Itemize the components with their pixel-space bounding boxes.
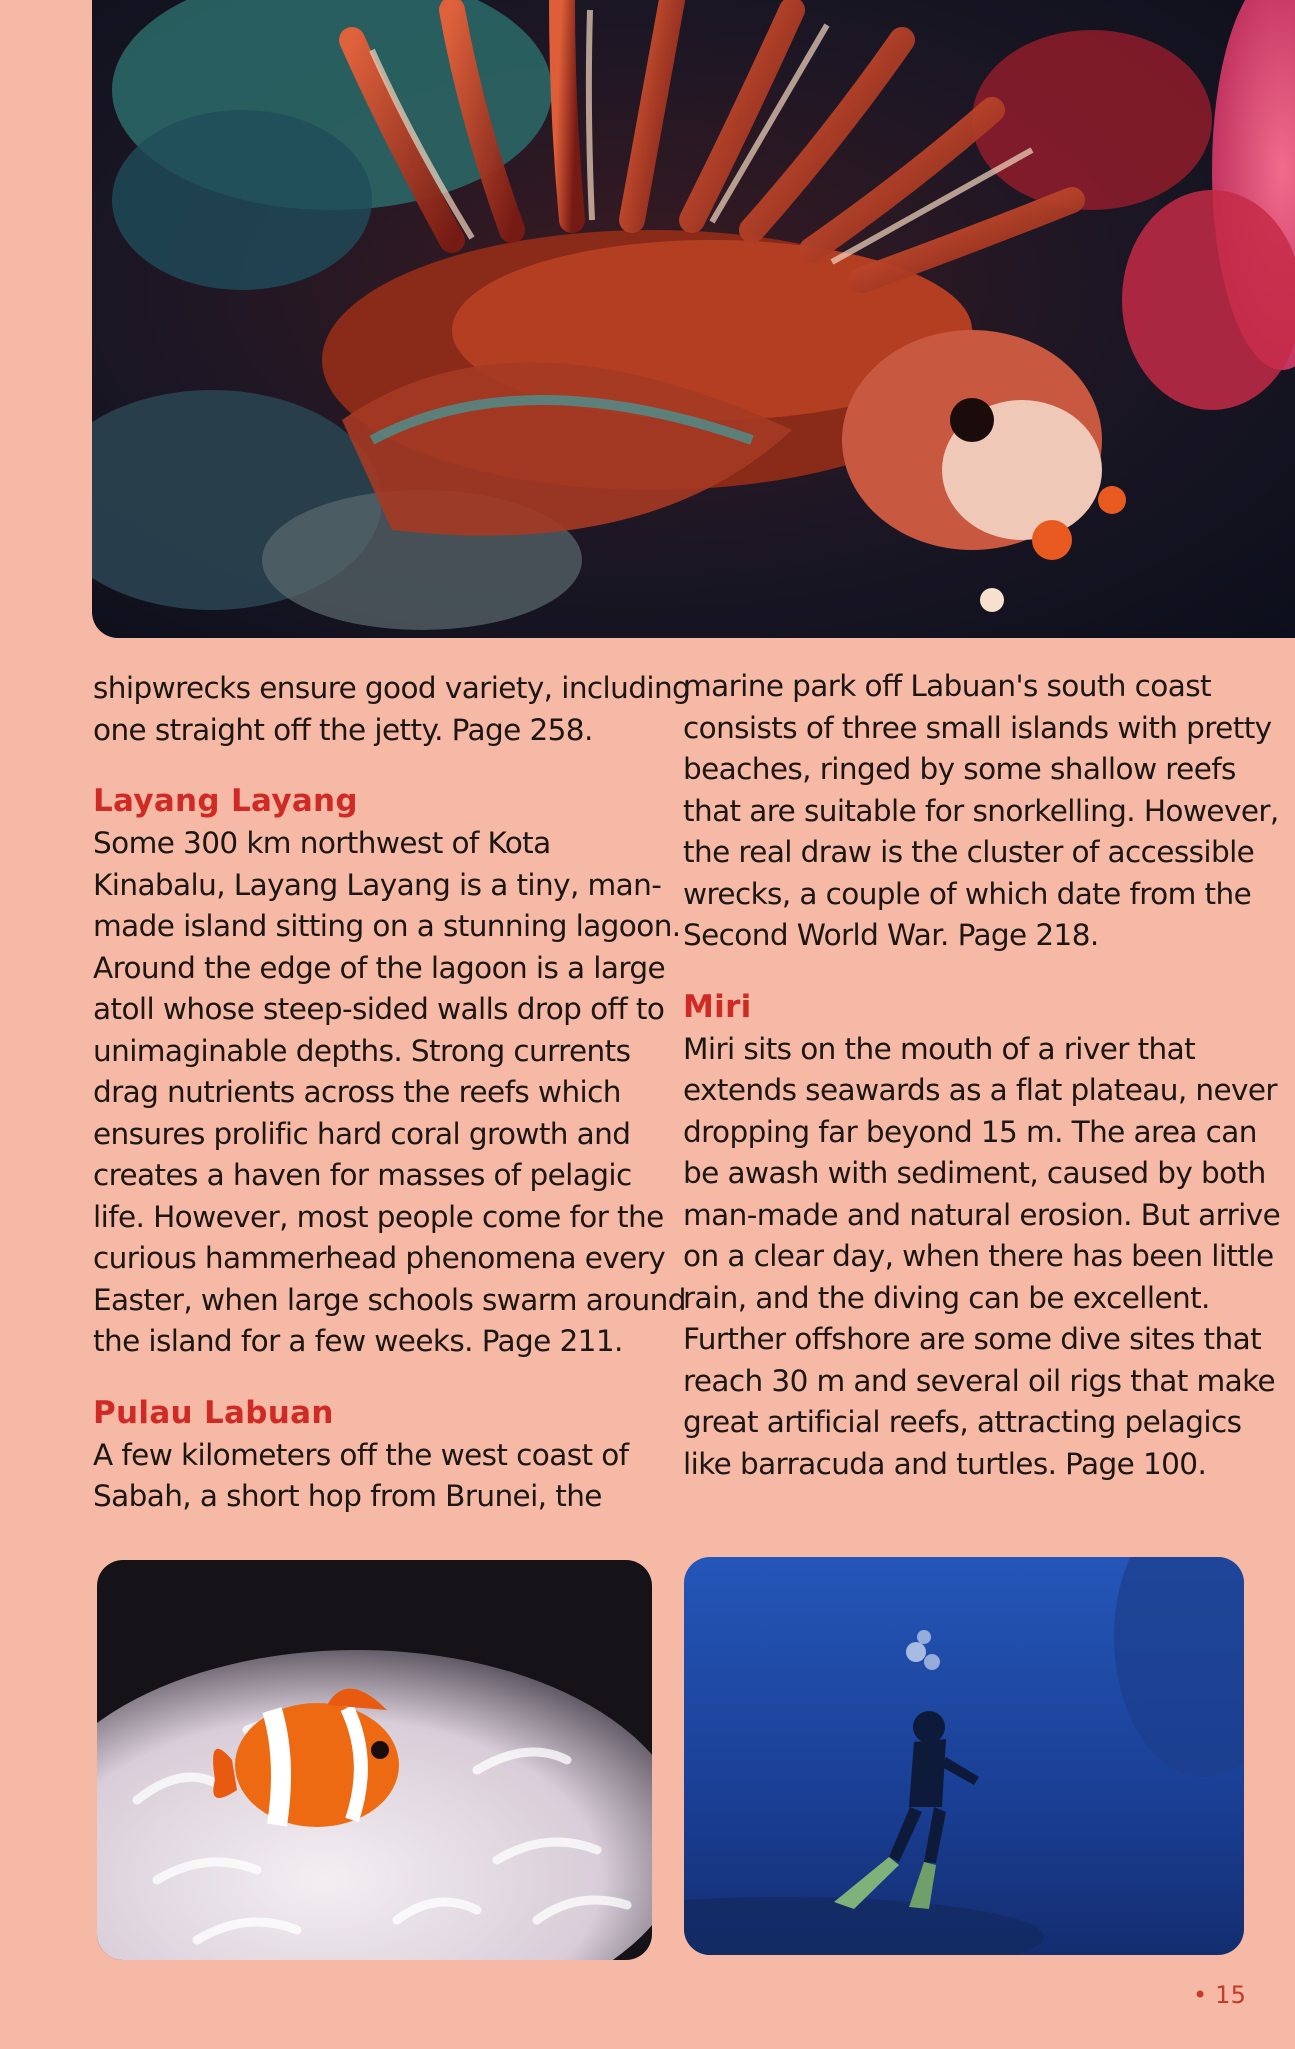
text-line: Around the edge of the lagoon is a large (93, 950, 666, 985)
text-line: made island sitting on a stunning lagoon. (93, 909, 681, 943)
text-line: great artificial reefs, attracting pelagics (683, 1405, 1242, 1439)
text-line: man-made and natural erosion. But arrive (683, 1197, 1281, 1232)
text-line: one straight off the jetty. Page 258. (93, 712, 593, 747)
text-line: Kinabalu, Layang Layang is a tiny, man- (93, 867, 662, 902)
page-number: • 15 (1193, 1981, 1247, 2009)
text-line: Easter, when large schools swarm around (93, 1282, 686, 1317)
text-line: be awash with sediment, caused by both (683, 1156, 1266, 1190)
text-line: dropping far beyond 15 m. The area can (683, 1114, 1257, 1149)
section-heading-layang-layang: Layang Layang (93, 783, 358, 819)
text-line: atoll whose steep-sided walls drop off to (93, 992, 665, 1026)
lionfish-photo (92, 0, 1295, 638)
text-line: Sabah, a short hop from Brunei, the (93, 1479, 602, 1513)
right-text-column (683, 666, 1281, 1485)
text-line: unimaginable depths. Strong currents (93, 1033, 631, 1068)
text-line: Further offshore are some dive sites that (683, 1322, 1262, 1356)
pulau-labuan-continued-paragraph (683, 666, 1279, 957)
text-line: beaches, ringed by some shallow reefs (683, 752, 1236, 786)
text-line: Miri sits on the mouth of a river that (683, 1031, 1196, 1066)
text-line: curious hammerhead phenomena every (93, 1241, 666, 1275)
section-heading-miri: Miri (683, 988, 752, 1025)
intro-paragraph (93, 668, 691, 751)
miri-paragraph (683, 1029, 1281, 1486)
text-line: extends seawards as a flat plateau, never (683, 1073, 1277, 1107)
text-line: like barracuda and turtles. Page 100. (683, 1446, 1207, 1481)
text-line: ensures prolific hard coral growth and (93, 1116, 631, 1151)
text-line: the island for a few weeks. Page 211. (93, 1324, 623, 1358)
layang-layang-paragraph (93, 823, 686, 1363)
text-line: drag nutrients across the reefs which (93, 1075, 621, 1109)
text-line: the real draw is the cluster of accessible (683, 835, 1255, 869)
text-line: wrecks, a couple of which date from the (683, 876, 1252, 911)
text-line: reach 30 m and several oil rigs that make (683, 1363, 1276, 1398)
clownfish-photo (97, 1560, 652, 1960)
text-line: life. However, most people come for the (93, 1199, 664, 1234)
scuba-diver-photo (684, 1557, 1244, 1955)
text-line: consists of three small islands with pretty (683, 710, 1272, 745)
section-heading-pulau-labuan: Pulau Labuan (93, 1394, 334, 1431)
text-line: A few kilometers off the west coast of (93, 1437, 629, 1472)
text-line: on a clear day, when there has been little (683, 1239, 1274, 1273)
text-line: marine park off Labuan's south coast (683, 669, 1211, 703)
text-line: shipwrecks ensure good variety, including (93, 671, 691, 705)
text-line: creates a haven for masses of pelagic (93, 1158, 632, 1192)
text-line: rain, and the diving can be excellent. (683, 1280, 1210, 1315)
text-line: Second World War. Page 218. (683, 918, 1099, 952)
left-text-column (93, 668, 691, 1518)
pulau-labuan-paragraph (93, 1435, 658, 1518)
text-line: Some 300 km northwest of Kota (93, 826, 551, 860)
text-line: that are suitable for snorkelling. However, (683, 793, 1279, 828)
